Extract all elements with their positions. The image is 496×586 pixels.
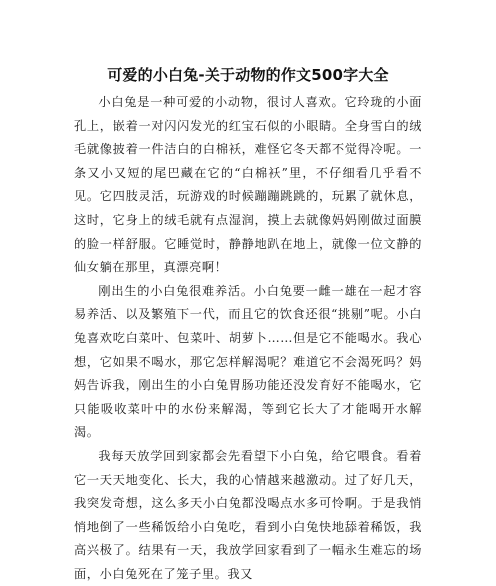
article-body: [74, 91, 422, 586]
paragraph: 小白兔是一种可爱的小动物，很讨人喜欢。它玲珑的小面孔上，嵌着一对闪闪发光的红宝石似的小眼睛。全身雪白的绒毛就像披着一件洁白的白棉袄，难怪它冬天都不觉得冷呢。一条又小又短的尾巴藏在它的“白棉袄”里，不仔细看几乎看不见。它四肢灵活，玩游戏的时候蹦蹦跳跳的，玩累了就休息，这时，它身上的绒毛就有点湿润，摸上去就像妈妈刚做过面膜的脸一样舒服。它睡觉时，静静地趴在地上，就像一位文静的仙女躺在那里，真漂亮啊！: [74, 95, 422, 275]
paragraph: 我每天放学回到家都会先看望下小白兔，给它喂食。看着它一天天地变化、长大，我的心情越来越激动。过了好几天，我突发奇想，这么多天小白兔都没喝点水多可怜啊。于是我悄悄地倒了一些稀饭给小白兔吃，看到小白兔快地舔着稀饭，我高兴极了。结果有一天，我放学回家看到了一幅永生难忘的场面，小白兔死在了笼子里。我又: [74, 448, 422, 581]
paragraph: 刚出生的小白兔很难养活。小白兔要一雌一雄在一起才容易养活、以及繁殖下一代，而且它的饮食还很“挑剔”呢。小白兔喜欢吃白菜叶、包菜叶、胡萝卜……但是它不能喝水。我心想，它如果不喝水，那它怎样解渴呢？难道它不会渴死吗？妈妈告诉我，刚出生的小白兔胃肠功能还没发育好不能喝水，它只能吸收菜叶中的水份来解渴，等到它长大了才能喝开水解渴。: [74, 283, 422, 440]
article-title: 可爱的小白兔-关于动物的作文500字大全: [107, 66, 389, 84]
